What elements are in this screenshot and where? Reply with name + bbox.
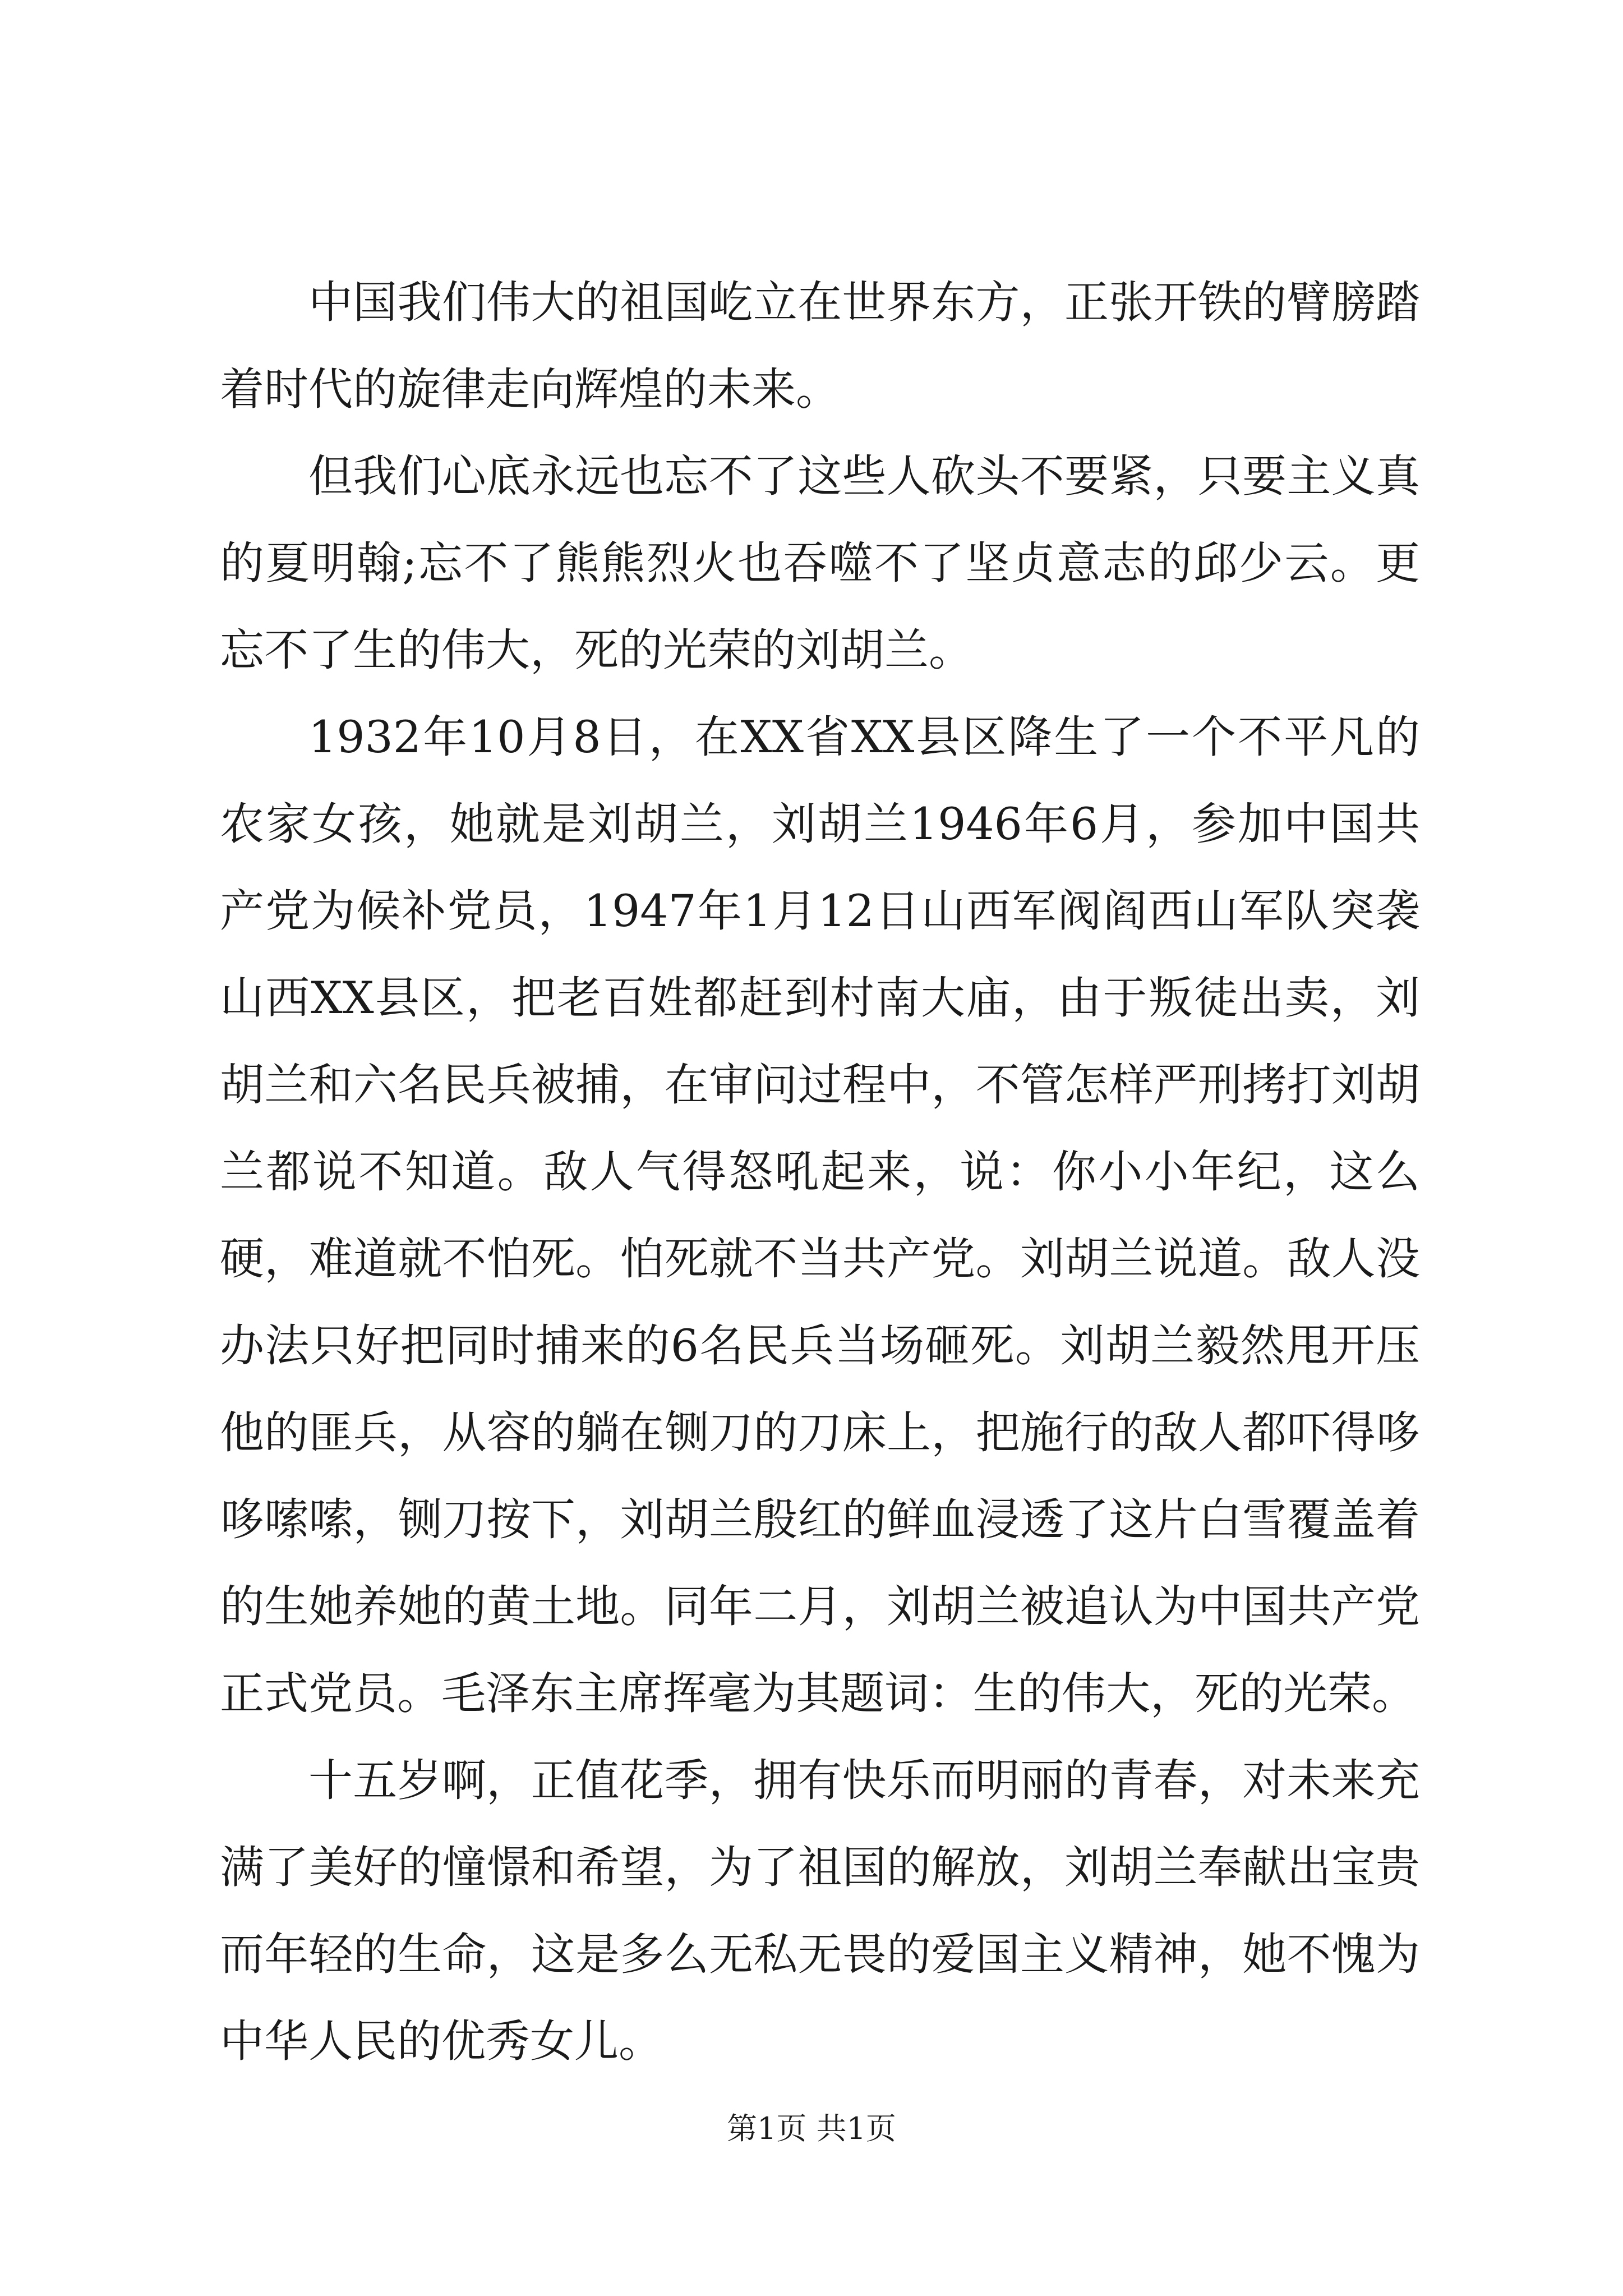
page-footer bbox=[0, 2109, 1623, 2148]
paragraph-2: 但我们心底永远也忘不了这些人砍头不要紧，只要主义真的夏明翰;忘不了熊熊烈火也吞噬不了坚贞意志的邱少云。更忘不了生的伟大，死的光荣的刘胡兰。 bbox=[220, 450, 1420, 676]
paragraph-1: 中国我们伟大的祖国屹立在世界东方，正张开铁的臂膀踏着时代的旋律走向辉煌的未来。 bbox=[220, 277, 1420, 415]
paragraph-3: 1932年10月8日，在XX省XX县区降生了一个不平凡的农家女孩，她就是刘胡兰，刘胡兰1946年6月，参加中国共产党为候补党员，1947年1月12日山西军阀阎西山军队突袭山西XX县区，把老百姓都赶到村南大庙，由于叛徒出卖，刘胡兰和六名民兵被捕，在审问过程中，不管怎样严刑拷打刘胡兰都说不知道。敌人气得怒吼起来，说：你小小年纪，这么硬，难道就不怕死。怕死就不当共产党。刘胡兰说道。敌人没办法只好把同时捕来的6名民兵当场砸死。刘胡兰毅然甩开压他的匪兵，从容的躺在铡刀的刀床上，把施行的敌人都吓得哆哆嗦嗦，铡刀按下，刘胡兰殷红的鲜血浸透了这片白雪覆盖着的生她养她的黄土地。同年二月，刘胡兰被追认为中国共产党正式党员。毛泽东主席挥毫为其题词：生的伟大，死的光荣。 bbox=[220, 711, 1420, 1719]
paragraph-4: 十五岁啊，正值花季，拥有快乐而明丽的青春，对未来充满了美好的憧憬和希望，为了祖国的解放，刘胡兰奉献出宝贵而年轻的生命，这是多么无私无畏的爱国主义精神，她不愧为中华人民的优秀女儿。 bbox=[220, 1755, 1420, 2067]
page-number: 第1页 共1页 bbox=[727, 2111, 896, 2146]
document-body bbox=[220, 259, 1420, 2085]
